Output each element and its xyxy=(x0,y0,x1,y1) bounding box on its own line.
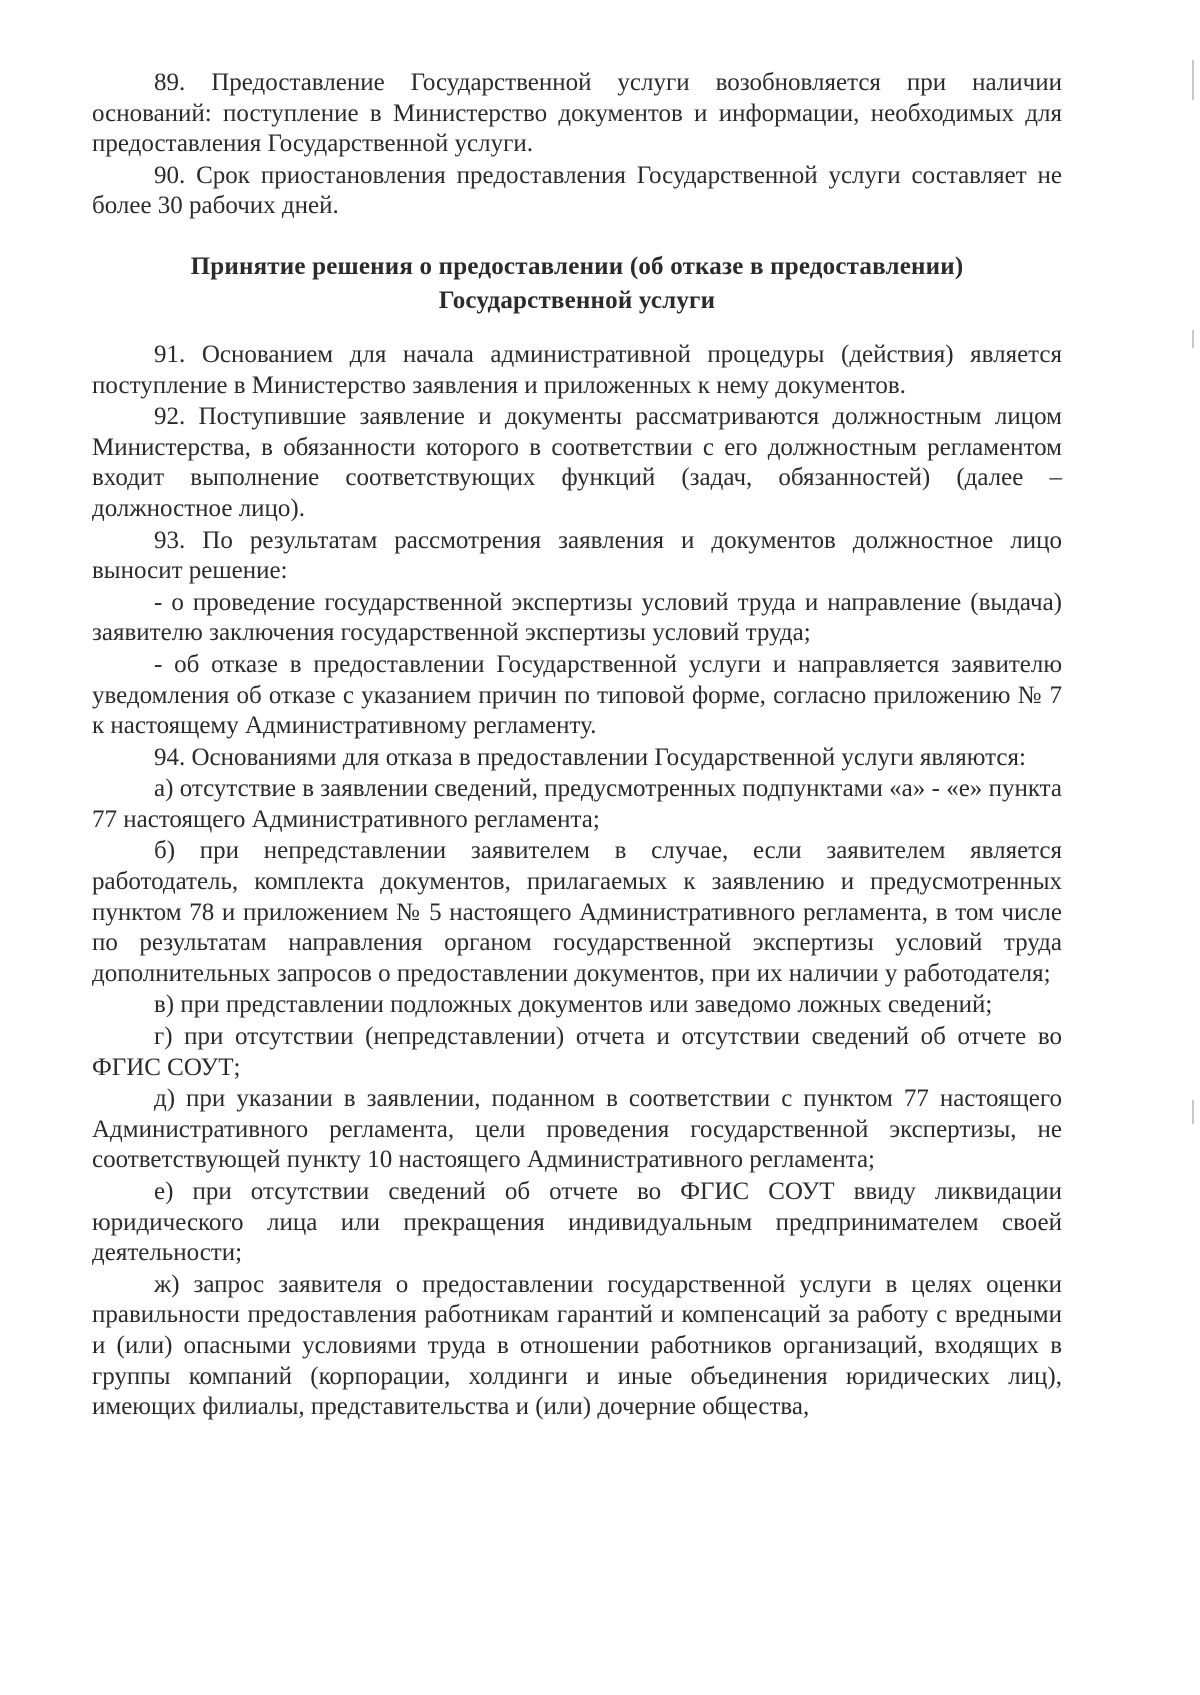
paragraph-93-item-1: - о проведение государственной экспертизы условий труда и направление (выдача) заявителю заключения государственной экспертизы условий труда; xyxy=(92,588,1062,647)
scan-edge-mark xyxy=(1192,1100,1194,1124)
paragraph-90: 90. Срок приостановления предоставления Государственной услуги составляет не более 30 рабочих дней. xyxy=(92,161,1062,220)
paragraph-94-item-v: в) при представлении подложных документов или заведомо ложных сведений; xyxy=(154,991,993,1019)
paragraph-94-item-b: б) при непредставлении заявителем в случае, если заявителем является работодатель, комплекта документов, прилагаемых к заявлению и предусмотренных пунктом 78 и приложением № 5 настоящего Административного регламента, в том числе по результатам направления органом государственной экспертизы условий труда дополнительных запросов о предоставлении документов, при их наличии у работодателя; xyxy=(92,837,1062,987)
paragraph-94-item-d: д) при указании в заявлении, поданном в соответствии с пунктом 77 настоящего Административного регламента, цели проведения государственной экспертизы, не соответствующей пункту 10 настоящего Административного регламента; xyxy=(92,1085,1062,1174)
paragraph-94-item-a: а) отсутствие в заявлении сведений, предусмотренных подпунктами «а» - «е» пункта 77 настоящего Административного регламента; xyxy=(92,775,1062,833)
paragraph-94-item-e: е) при отсутствии сведений об отчете во ФГИС СОУТ ввиду ликвидации юридического лица или прекращения индивидуальным предпринимателем своей деятельности; xyxy=(92,1178,1062,1267)
paragraph-92: 92. Поступившие заявление и документы рассматриваются должностным лицом Министерства, в обязанности которого в соответствии с его должностным регламентом входит выполнение соответствующих функций (задач, обязанностей) (далее – должностное лицо). xyxy=(92,403,1062,522)
paragraph-89: 89. Предоставление Государственной услуги возобновляется при наличии оснований: поступление в Министерство документов и информации, необходимых для предоставления Государственной услуги. xyxy=(92,69,1062,158)
paragraph-93: 93. По результатам рассмотрения заявления и документов должностное лицо выносит решение: xyxy=(92,526,1062,585)
paragraph-93-item-2: - об отказе в предоставлении Государственной услуги и направляется заявителю уведомления об отказе с указанием причин по типовой форме, согласно приложению № 7 к настоящему Административному регламенту. xyxy=(92,650,1062,740)
section-heading-line-1: Принятие решения о предоставлении (об отказе в предоставлении) xyxy=(190,252,964,280)
paragraph-94-item-g: г) при отсутствии (непредставлении) отчета и отсутствии сведений об отчете во ФГИС СОУТ; xyxy=(92,1023,1062,1081)
paragraph-91: 91. Основанием для начала административной процедуры (действия) является поступление в Министерство заявления и приложенных к нему документов. xyxy=(92,340,1062,399)
scan-edge-mark xyxy=(1192,330,1194,348)
section-heading-line-2: Государственной услуги xyxy=(438,286,716,314)
scan-edge-mark xyxy=(1192,60,1194,100)
paragraph-94-item-zh: ж) запрос заявителя о предоставлении государственной услуги в целях оценки правильности предоставления работникам гарантий и компенсаций за работу с вредными и (или) опасными условиями труда в отношении работников организаций, входящих в группы компаний (корпорации, холдинги и иные объединения юридических лиц), имеющих филиалы, представительства и (или) дочерние общества, xyxy=(92,1270,1062,1421)
document-page xyxy=(92,68,1062,1423)
paragraph-94: 94. Основаниями для отказа в предоставлении Государственной услуги являются: xyxy=(154,743,1026,771)
section-heading xyxy=(92,250,1062,318)
